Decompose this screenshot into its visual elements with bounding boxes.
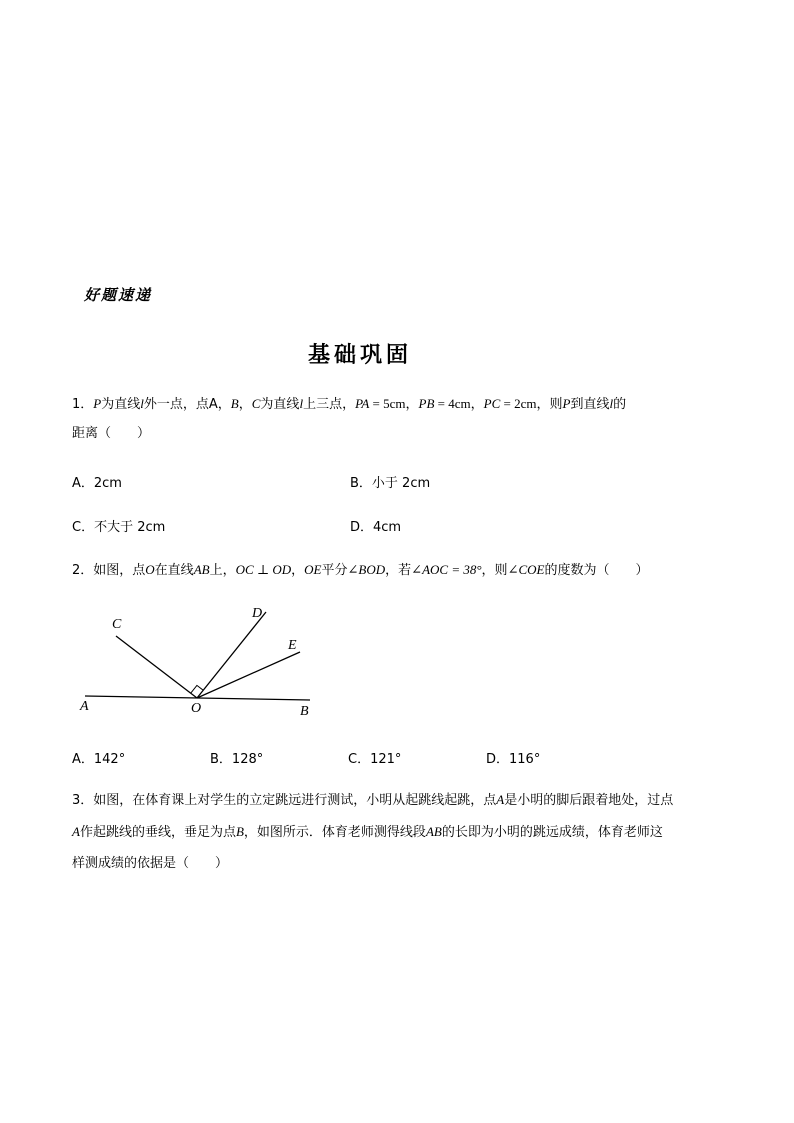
math-oe: OE xyxy=(304,562,322,577)
math-p: P xyxy=(562,396,571,411)
ray-oc xyxy=(116,636,197,698)
q2-text: 上， xyxy=(209,563,236,578)
q2-option-b: B．128° xyxy=(210,752,264,767)
math-p: P xyxy=(93,396,102,411)
question-1-line-2: 距离（ ） xyxy=(72,426,151,441)
q2-option-a: A．142° xyxy=(72,752,126,767)
math-b: B xyxy=(230,396,239,411)
q1-text: 为直线 xyxy=(260,397,300,412)
question-3-line-1 xyxy=(72,790,673,811)
math-pc: PC xyxy=(483,396,501,411)
q2-text: 平分 xyxy=(321,563,348,578)
ray-oe xyxy=(197,652,300,698)
q2-text: 2．如图，点 xyxy=(72,563,146,578)
q1-option-c: C．不大于 2cm xyxy=(72,520,166,535)
math-l: l xyxy=(609,396,614,411)
math-pb: PB xyxy=(418,396,435,411)
math-ab: AB xyxy=(193,562,210,577)
label-o: O xyxy=(191,701,202,716)
math-l: l xyxy=(140,396,144,411)
q2-text: ， xyxy=(291,563,305,578)
label-e: E xyxy=(288,638,297,653)
q1-text: 上三点， xyxy=(303,397,356,412)
question-1-line-1 xyxy=(72,394,626,415)
label-b: B xyxy=(300,704,309,719)
math-angle-aoc: ∠AOC = 38° xyxy=(411,562,482,577)
q2-option-d: D．116° xyxy=(486,752,541,767)
question-3-line-2 xyxy=(72,822,663,843)
math-l: l xyxy=(299,396,304,411)
q2-text: 在直线 xyxy=(154,563,194,578)
math-angle-coe: ∠COE xyxy=(507,562,545,577)
q3-text: 3．如图，在体育课上对学生的立定跳远进行测试，小明从起跳线起跳，点 xyxy=(72,793,497,808)
q3-text: 作起跳线的垂线，垂足为点 xyxy=(79,825,236,840)
q1-text: 外一点，点A， xyxy=(143,397,231,412)
q1-text: ， xyxy=(470,397,484,412)
q3-text: 是小明的脚后跟着地处，过点 xyxy=(504,793,674,808)
question-number: 1． xyxy=(72,397,94,412)
math-ab: AB xyxy=(425,824,442,839)
label-d: D xyxy=(252,606,263,621)
q1-text: ，则 xyxy=(536,397,563,412)
math-b: B xyxy=(235,824,244,839)
q1-option-b: B．小于 2cm xyxy=(350,476,431,491)
math-pb-value: = 4cm xyxy=(434,396,471,411)
q1-text: 到直线 xyxy=(570,397,610,412)
q1-text: 的 xyxy=(613,397,627,412)
ray-od xyxy=(197,612,266,698)
q3-text: 的长即为小明的跳远成绩，体育老师这 xyxy=(441,825,663,840)
page-title: 基础巩固 xyxy=(308,342,413,368)
q1-option-d: D．4cm xyxy=(350,520,402,535)
math-pa: PA xyxy=(355,396,370,411)
math-a: A xyxy=(72,824,80,839)
q1-text: 为直线 xyxy=(101,397,141,412)
math-o: O xyxy=(145,562,155,577)
question-3-line-3: 样测成绩的依据是（ ） xyxy=(72,856,229,871)
math-oc-perp-od: OC ⊥ OD xyxy=(235,562,292,577)
q2-text: 的度数为（ ） xyxy=(544,563,649,578)
label-a: A xyxy=(80,699,89,714)
section-header: 好题速递 xyxy=(84,286,153,304)
math-pc-value: = 2cm xyxy=(500,396,537,411)
q1-text: ， xyxy=(405,397,419,412)
q1-text: ， xyxy=(238,397,252,412)
math-c: C xyxy=(251,396,261,411)
q2-text: ，则 xyxy=(481,563,508,578)
q3-text: ，如图所示．体育老师测得线段 xyxy=(243,825,426,840)
q2-text: ，若 xyxy=(385,563,412,578)
q1-option-a: A．2cm xyxy=(72,476,122,491)
math-angle-bod: ∠BOD xyxy=(347,562,386,577)
math-pa-value: = 5cm xyxy=(369,396,406,411)
label-c: C xyxy=(112,617,122,632)
math-a: A xyxy=(496,792,505,807)
question-2-stem xyxy=(72,560,648,581)
geometry-figure xyxy=(70,596,330,726)
q2-option-c: C．121° xyxy=(348,752,402,767)
